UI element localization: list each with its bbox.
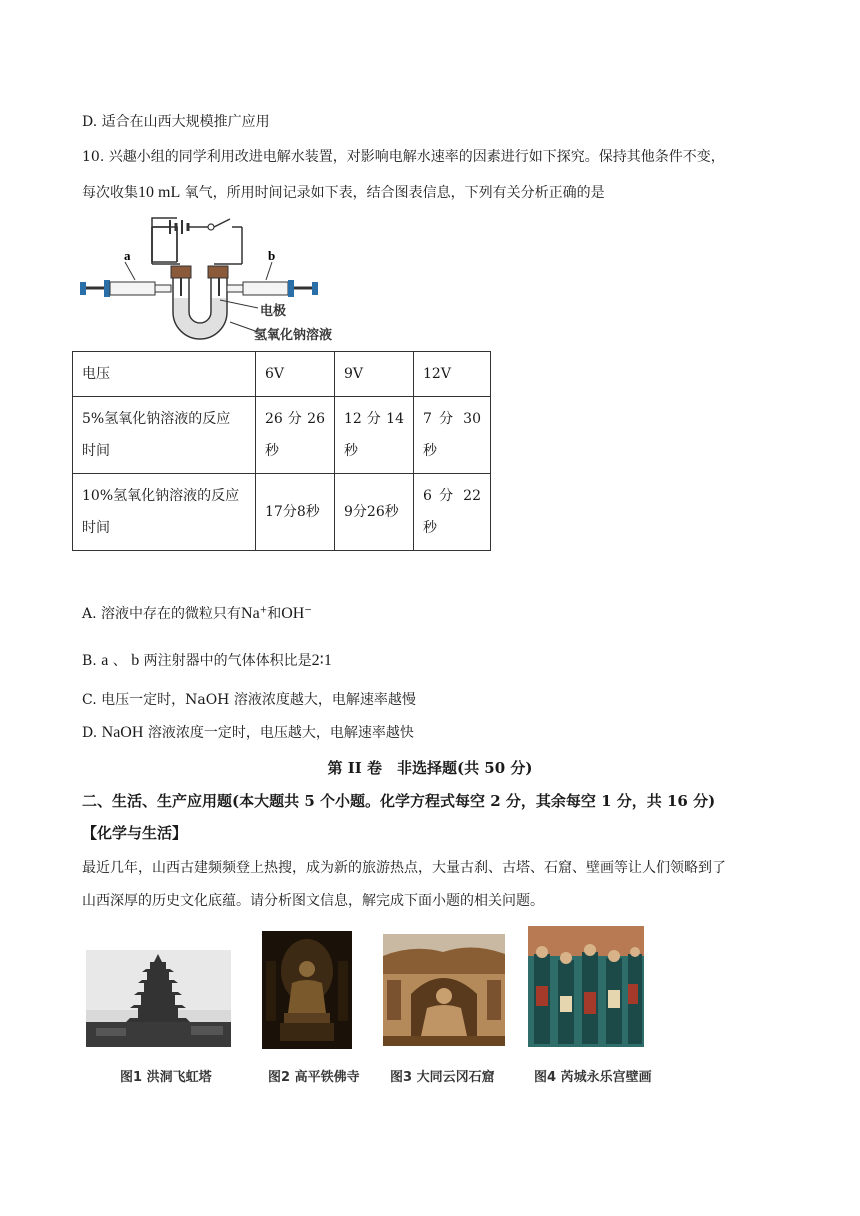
table-row (73, 474, 491, 551)
ion-na-charge: + (259, 605, 268, 616)
cell-line: 秒 (423, 520, 437, 536)
ion-oh: OH (281, 605, 305, 622)
figure-caption: 图1 洪洞飞虹塔 (120, 1070, 212, 1085)
row-label-line: 5%氢氧化钠溶液的反应 (82, 411, 231, 427)
q10-stem-pre: 每次收集 (82, 185, 138, 201)
syringe-b-label: b (131, 652, 140, 669)
figure-caption: 图2 高平铁佛寺 (268, 1070, 360, 1085)
statue-photo (262, 931, 352, 1049)
volume-ratio: 2∶1 (311, 652, 332, 669)
cell-line: 26 分 26 (265, 411, 325, 427)
electrolysis-time-table (72, 351, 491, 551)
mural-photo (528, 926, 644, 1047)
q10-option-d (82, 722, 414, 742)
table-row-label (73, 474, 256, 551)
cell-line: 6 分 22 (423, 488, 481, 504)
table-header-cell: 12V (414, 352, 491, 397)
electrolysis-apparatus-svg (80, 212, 360, 347)
topic-title: 【化学与生活】 (82, 824, 188, 842)
figure-caption: 图3 大同云冈石窟 (390, 1070, 495, 1085)
cell-line: 秒 (423, 443, 437, 459)
option-b-sep: 、 (108, 653, 132, 669)
grotto-photo (383, 934, 505, 1046)
label-electrode: 电极 (260, 304, 287, 319)
table-cell (414, 474, 491, 551)
table-cell: 17分8秒 (256, 474, 335, 551)
table-cell: 9分26秒 (335, 474, 414, 551)
q10-volume: 10 mL (138, 184, 181, 201)
q10-stem-line2 (82, 182, 605, 202)
ion-na: Na (241, 605, 260, 622)
option-d-prefix: D. (82, 725, 102, 741)
q10-option-b (82, 650, 332, 670)
table-header-cell: 9V (335, 352, 414, 397)
option-d-text: 溶液浓度一定时，电压越大，电解速率越快 (143, 725, 414, 741)
label-a: a (124, 248, 131, 263)
section-title: 二、生活、生产应用题(本大题共 5 个小题。化学方程式每空 2 分，其余每空 1 分，共 16 分) (82, 792, 716, 810)
table-header-cell: 6V (256, 352, 335, 397)
volume-title: 第 II 卷 非选择题(共 50 分) (327, 759, 533, 777)
table-header-cell: 电压 (73, 352, 256, 397)
option-b-prefix: B. (82, 653, 102, 669)
cell-line: 秒 (265, 443, 279, 459)
cell-line: 12 分 14 (344, 411, 404, 427)
label-solution: 氢氧化钠溶液 (254, 328, 333, 343)
q9-option-d: D. 适合在山西大规模推广应用 (82, 114, 270, 130)
q10-option-a (82, 603, 312, 623)
label-b: b (268, 248, 276, 263)
q10-stem-post: 氧气，所用时间记录如下表，结合图表信息，下列有关分析正确的是 (180, 185, 605, 201)
row-label-line: 时间 (82, 443, 110, 459)
intro-line2: 山西深厚的历史文化底蕴。请分析图文信息，解完成下面小题的相关问题。 (82, 893, 544, 909)
row-label-line: 时间 (82, 520, 110, 536)
intro-line1: 最近几年，山西古建频频登上热搜，成为新的旅游热点，大量古刹、古塔、石窟、壁画等让人们领略到了 (82, 860, 726, 876)
q10-option-c: C. 电压一定时，NaOH 溶液浓度越大，电解速率越慢 (82, 692, 416, 708)
option-a-and: 和 (267, 606, 282, 622)
figure-caption: 图4 芮城永乐宫壁画 (534, 1070, 652, 1085)
pagoda-photo (86, 950, 231, 1047)
row-label-line: 10%氢氧化钠溶液的反应 (82, 488, 240, 504)
table-cell (414, 397, 491, 474)
option-b-text: 两注射器中的气体体积比是 (139, 653, 312, 669)
table-row-label (73, 397, 256, 474)
q10-stem-line1: 10. 兴趣小组的同学利用改进电解水装置，对影响电解水速率的因素进行如下探究。保持其他条件不变， (82, 149, 725, 165)
syringe-a-label: a (101, 652, 109, 669)
ion-oh-charge: − (304, 605, 312, 616)
cell-line: 7 分 30 (423, 411, 481, 427)
table-cell (256, 397, 335, 474)
option-a-text: A. 溶液中存在的微粒只有 (82, 606, 242, 622)
table-header-row (73, 352, 491, 397)
electrolysis-apparatus-diagram (80, 212, 360, 351)
table-row (73, 397, 491, 474)
table-cell (335, 397, 414, 474)
naoh-formula: NaOH (101, 724, 144, 741)
cell-line: 秒 (344, 443, 358, 459)
